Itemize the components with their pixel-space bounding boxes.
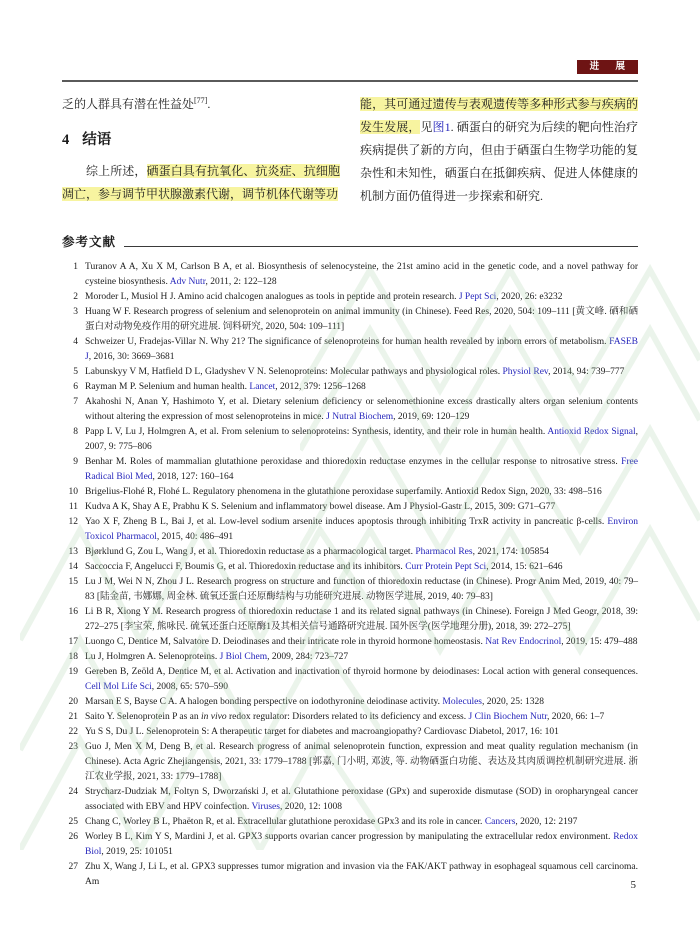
- reference-item: [62, 665, 638, 695]
- reference-item: [62, 710, 638, 725]
- text-segment: , 2019, 69: 120–129: [393, 412, 470, 422]
- reference-item: [62, 500, 638, 515]
- reference-text: [85, 725, 638, 740]
- text-segment: Saccoccia F, Angelucci F, Boumis G, et al. Thioredoxin reductase and its inhibitors.: [85, 562, 406, 572]
- reference-item: [62, 485, 638, 500]
- reference-item: [62, 635, 638, 650]
- journal-link[interactable]: Antioxid Redox Signal: [547, 427, 636, 437]
- conclusion-paragraph: [62, 160, 340, 206]
- text-segment: , 2007, 9: 775–806: [85, 427, 638, 452]
- reference-text: [85, 710, 638, 725]
- reference-text: [85, 575, 638, 605]
- reference-number: 12: [68, 517, 78, 527]
- text-segment: Guo J, Men X M, Deng B, et al. Research progress of animal selenoprotein function, expression and meat quality regulation mechanism (in Chinese). Acta Agric Zhejiangensis, 2021, 33: 1779–1788 [郭嘉, 门小明, 邓波, 等. 动物硒蛋白功能、表达及其肉质调控机制研究进展. 浙江农业学报, 2021, 33: 1779–1788]: [85, 742, 638, 782]
- text-segment: redox regulator: Disorders related to its deficiency and excess.: [226, 712, 469, 722]
- text-segment: Moroder L, Musiol H J. Amino acid chalcogen analogues as tools in peptide and protein research.: [85, 292, 459, 302]
- journal-link[interactable]: Pharmacol Res: [415, 547, 473, 557]
- conclusion-paragraph-continued: [360, 93, 638, 208]
- reference-number: 18: [68, 652, 78, 662]
- reference-number: 22: [68, 727, 78, 737]
- journal-link[interactable]: Molecules: [442, 697, 482, 707]
- figure-1-link[interactable]: 图1: [432, 120, 451, 134]
- text-segment: , 2020, 12: 2197: [515, 817, 578, 827]
- reference-item: [62, 290, 638, 305]
- text-segment: , 2021, 174: 105854: [472, 547, 549, 557]
- text-segment: , 2020, 26: e3232: [496, 292, 563, 302]
- reference-number: 15: [68, 577, 78, 587]
- journal-link[interactable]: Environ Toxicol Pharmacol: [85, 517, 638, 542]
- text-segment: , 2018, 127: 160–164: [152, 472, 234, 482]
- reference-text: [85, 695, 638, 710]
- reference-number: 14: [68, 562, 78, 572]
- reference-number: 3: [73, 307, 78, 317]
- reference-item: [62, 650, 638, 665]
- section-title: 结语: [82, 132, 112, 148]
- reference-item: [62, 575, 638, 605]
- reference-number: 27: [68, 862, 78, 872]
- journal-link[interactable]: FASEB J: [85, 337, 638, 362]
- text-segment: Marsan E S, Bayse C A. A halogen bonding perspective on iodothyronine deiodinase activity.: [85, 697, 443, 707]
- text-segment: , 2014, 15: 621–646: [486, 562, 563, 572]
- section-badge: 进 展: [577, 60, 638, 74]
- header-rule: [62, 80, 638, 82]
- reference-item: [62, 725, 638, 740]
- text-run: 见: [420, 120, 433, 134]
- reference-text: [85, 380, 638, 395]
- reference-item: [62, 455, 638, 485]
- text-segment: Strycharz-Dudziak M, Foltyn S, Dworzański J, et al. Glutathione peroxidase (GPx) and superoxide dismutase (SOD) in oropharyngeal cancer associated with EBV and HPV coinfection.: [85, 787, 638, 812]
- text-segment: , 2019, 15: 479–488: [561, 637, 638, 647]
- text-segment: , 2011, 2: 122–128: [205, 277, 277, 287]
- reference-number: 24: [68, 787, 78, 797]
- journal-link[interactable]: Free Radical Biol Med: [85, 457, 638, 482]
- reference-number: 26: [68, 832, 78, 842]
- reference-item: [62, 395, 638, 425]
- text-segment: Schweizer U, Fradejas-Villar N. Why 21? The significance of selenoproteins for human health revealed by inborn errors of metabolism.: [85, 337, 610, 347]
- text-segment: Turanov A A, Xu X M, Carlson B A, et al. Biosynthesis of selenocysteine, the 21st amino acid in the genetic code, and a novel pathway for cysteine biosynthesis.: [85, 262, 638, 287]
- page-header: [62, 58, 638, 74]
- reference-item: [62, 695, 638, 710]
- text-segment: Papp L V, Lu J, Holmgren A, et al. From selenium to selenoproteins: Synthesis, identity, and their role in human health.: [85, 427, 548, 437]
- citation-superscript: [77]: [194, 96, 208, 105]
- reference-number: 9: [73, 457, 78, 467]
- text-segment: Lu J M, Wei N N, Zhou J L. Research progress on structure and function of thioredoxin reductase (in Chinese). Progr Anim Med, 2019, 40: 79–83 [陆金苗, 韦娜娜, 周金林. 硫氧还蛋白还原酶结构与功能研究进展. 动物医学进展, 2019, 40: 79–83]: [85, 577, 638, 602]
- reference-number: 2: [73, 292, 78, 302]
- text-segment: , 2019, 25: 101051: [101, 847, 173, 857]
- left-column: [62, 93, 340, 208]
- reference-number: 19: [68, 667, 78, 677]
- reference-item: [62, 605, 638, 635]
- text-segment: , 2012, 379: 1256–1268: [275, 382, 366, 392]
- journal-link[interactable]: Cancers: [484, 817, 516, 827]
- reference-number: 10: [68, 487, 78, 497]
- text-segment: , 2016, 30: 3669–3681: [88, 352, 175, 362]
- reference-item: [62, 860, 638, 890]
- text-segment: , 2020, 25: 1328: [482, 697, 545, 707]
- reference-text: [85, 500, 638, 515]
- reference-text: [85, 305, 638, 335]
- reference-number: 1: [73, 262, 78, 272]
- text-segment: Yu S S, Du J L. Selenoprotein S: A therapeutic target for diabetes and macroangiopathy? Cardiovasc Diabetol, 2017, 16: 101: [85, 727, 559, 737]
- reference-text: [85, 785, 638, 815]
- text-run: 综上所述，: [86, 164, 147, 178]
- highlighted-text: 硒蛋白具有抗氧化、抗炎症、抗细胞凋亡，参与调节甲状腺激素代谢，调节机体代谢等功: [62, 164, 340, 201]
- text-segment: , 2008, 65: 570–590: [151, 682, 229, 692]
- reference-text: [85, 605, 638, 635]
- reference-text: [85, 515, 638, 545]
- journal-link[interactable]: Adv Nutr: [169, 277, 206, 287]
- text-segment: Saito Y. Selenoprotein P as an: [85, 712, 202, 722]
- reference-number: 6: [73, 382, 78, 392]
- reference-text: [85, 485, 638, 500]
- text-segment: Luongo C, Dentice M, Salvatore D. Deiodinases and their intricate role in thyroid hormone homeostasis.: [85, 637, 486, 647]
- reference-number: 20: [68, 697, 78, 707]
- text-segment: , 2020, 12: 1008: [279, 802, 342, 812]
- reference-number: 8: [73, 427, 78, 437]
- reference-text: [85, 860, 638, 890]
- text-run: . 硒蛋白的研究为后续的靶向性治疗疾病提供了新的方向，但由于硒蛋白生物学功能的复杂性和未知性，硒蛋白在抵御疾病、促进人体健康的机制方面仍值得进一步探索和研究.: [360, 120, 638, 203]
- reference-number: 7: [73, 397, 78, 407]
- reference-number: 5: [73, 367, 78, 377]
- reference-text: [85, 740, 638, 785]
- reference-text: [85, 260, 638, 290]
- reference-number: 23: [68, 742, 78, 752]
- reference-text: [85, 830, 638, 860]
- reference-item: [62, 335, 638, 365]
- text-segment: Gereben B, Zeöld A, Dentice M, et al. Activation and inactivation of thyroid hormone by deiodinases: Local action with general consequences.: [85, 667, 638, 677]
- text-segment: Yao X F, Zheng B L, Bai J, et al. Low-level sodium arsenite induces apoptosis through inhibiting TrxR activity in pancreatic β-cells.: [85, 517, 608, 527]
- text-segment: Worley B L, Kim Y S, Mardini J, et al. GPX3 supports ovarian cancer progression by manipulating the extracellular redox environment.: [85, 832, 614, 842]
- reference-text: [85, 560, 638, 575]
- carryover-paragraph: [62, 93, 340, 116]
- journal-link[interactable]: Physiol Rev: [502, 367, 549, 377]
- text-run: .: [207, 97, 211, 111]
- reference-item: [62, 545, 638, 560]
- text-segment: Akahoshi N, Anan Y, Hashimoto Y, et al. Dietary selenium deficiency or selenomethionine excess drastically alters organ selenium contents without altering the expression of most selenoproteins in mice.: [85, 397, 638, 422]
- reference-item: [62, 515, 638, 545]
- text-segment: Rayman M P. Selenium and human health.: [85, 382, 250, 392]
- reference-text: [85, 455, 638, 485]
- reference-text: [85, 365, 638, 380]
- reference-item: [62, 830, 638, 860]
- journal-link[interactable]: Viruses: [251, 802, 280, 812]
- text-segment: , 2015, 40: 486–491: [156, 532, 234, 542]
- text-segment: Huang W F. Research progress of selenium and selenoprotein on animal immunity (in Chinese). Feed Res, 2020, 504: 109–111 [黄文峰. 硒和硒蛋白对动物免疫作用的研究进展. 饲料研究, 2020, 504: 109–111]: [85, 307, 638, 332]
- text-segment: Labunskyy V M, Hatfield D L, Gladyshev V N. Selenoproteins: Molecular pathways and physiological roles.: [85, 367, 503, 377]
- reference-item: [62, 425, 638, 455]
- text-segment: Zhu X, Wang J, Li L, et al. GPX3 suppresses tumor migration and invasion via the FAK/AKT pathway in esophageal squamous cell carcinoma. Am: [85, 862, 638, 887]
- reference-text: [85, 545, 638, 560]
- text-segment: , 2020, 66: 1–7: [547, 712, 605, 722]
- journal-link[interactable]: J Nutral Biochem: [326, 412, 394, 422]
- reference-number: 4: [73, 337, 78, 347]
- journal-link[interactable]: Lancet: [249, 382, 276, 392]
- text-segment: Chang C, Worley B L, Phaëton R, et al. Extracellular glutathione peroxidase GPx3 and its role in cancer.: [85, 817, 485, 827]
- text-segment: Bjørklund G, Zou L, Wang J, et al. Thioredoxin reductase as a pharmacological target.: [85, 547, 416, 557]
- text-segment: , 2014, 94: 739–777: [548, 367, 625, 377]
- journal-link[interactable]: J Clin Biochem Nutr: [468, 712, 548, 722]
- journal-link[interactable]: J Pept Sci: [458, 292, 497, 302]
- reference-item: [62, 380, 638, 395]
- reference-item: [62, 815, 638, 830]
- journal-link[interactable]: Redox Biol: [85, 832, 638, 857]
- text-segment: Benhar M. Roles of mammalian glutathione peroxidase and thioredoxin reductase enzymes in the cellular response to nitrosative stress.: [85, 457, 622, 467]
- reference-text: [85, 650, 638, 665]
- reference-text: [85, 395, 638, 425]
- section-number: 4: [62, 132, 70, 148]
- reference-item: [62, 260, 638, 290]
- reference-item: [62, 365, 638, 380]
- reference-number: 21: [68, 712, 78, 722]
- reference-item: [62, 785, 638, 815]
- reference-item: [62, 305, 638, 335]
- page-number: 5: [630, 879, 636, 891]
- reference-item: [62, 560, 638, 575]
- text-segment: Brigelius-Flohé R, Flohé L. Regulatory phenomena in the glutathione peroxidase superfamily. Antioxid Redox Sign, 2020, 33: 498–516: [85, 487, 602, 497]
- text-segment: Lu J, Holmgren A. Selenoproteins.: [85, 652, 220, 662]
- references-heading: 参考文献: [62, 235, 117, 249]
- text-segment: Li B R, Xiong Y M. Research progress of thioredoxin reductase 1 and its related signal pathways (in Chinese). Foreign J Med Geogr, 2018, 39: 272–275 [李宝荣, 熊咏民. 硫氧还蛋白还原酶1及其相关信号通路研究进展. 国外医学(医学地理分册), 2018, 39: 272–275]: [85, 607, 638, 632]
- journal-link[interactable]: Curr Protein Pept Sci: [405, 562, 487, 572]
- reference-text: [85, 425, 638, 455]
- reference-item: [62, 740, 638, 785]
- references-heading-rule: [124, 246, 638, 247]
- reference-text: [85, 290, 638, 305]
- reference-text: [85, 815, 638, 830]
- journal-link[interactable]: J Biol Chem: [219, 652, 268, 662]
- conclusion-columns: [62, 93, 638, 208]
- reference-number: 17: [68, 637, 78, 647]
- text-run: 乏的人群具有潜在性益处: [62, 97, 195, 111]
- text-segment: Kudva A K, Shay A E, Prabhu K S. Selenium and inflammatory bowel disease. Am J Physiol-Gastr L, 2015, 309: G71–G77: [85, 502, 556, 512]
- journal-link[interactable]: Cell Mol Life Sci: [85, 682, 152, 692]
- reference-text: [85, 665, 638, 695]
- reference-number: 16: [68, 607, 78, 617]
- reference-number: 13: [68, 547, 78, 557]
- italic-text: in vivo: [201, 712, 227, 722]
- text-segment: , 2009, 284: 723–727: [267, 652, 349, 662]
- reference-text: [85, 635, 638, 650]
- reference-list: [62, 260, 638, 890]
- highlighted-text: 能，其可通过遗传与表观遗传等多种形式参与疾病的发生发展，: [360, 97, 638, 134]
- reference-number: 11: [68, 502, 78, 512]
- section-heading: [62, 129, 340, 152]
- right-column: [360, 93, 638, 208]
- journal-link[interactable]: Nat Rev Endocrinol: [485, 637, 562, 647]
- references-header: [62, 232, 638, 250]
- reference-number: 25: [68, 817, 78, 827]
- reference-text: [85, 335, 638, 365]
